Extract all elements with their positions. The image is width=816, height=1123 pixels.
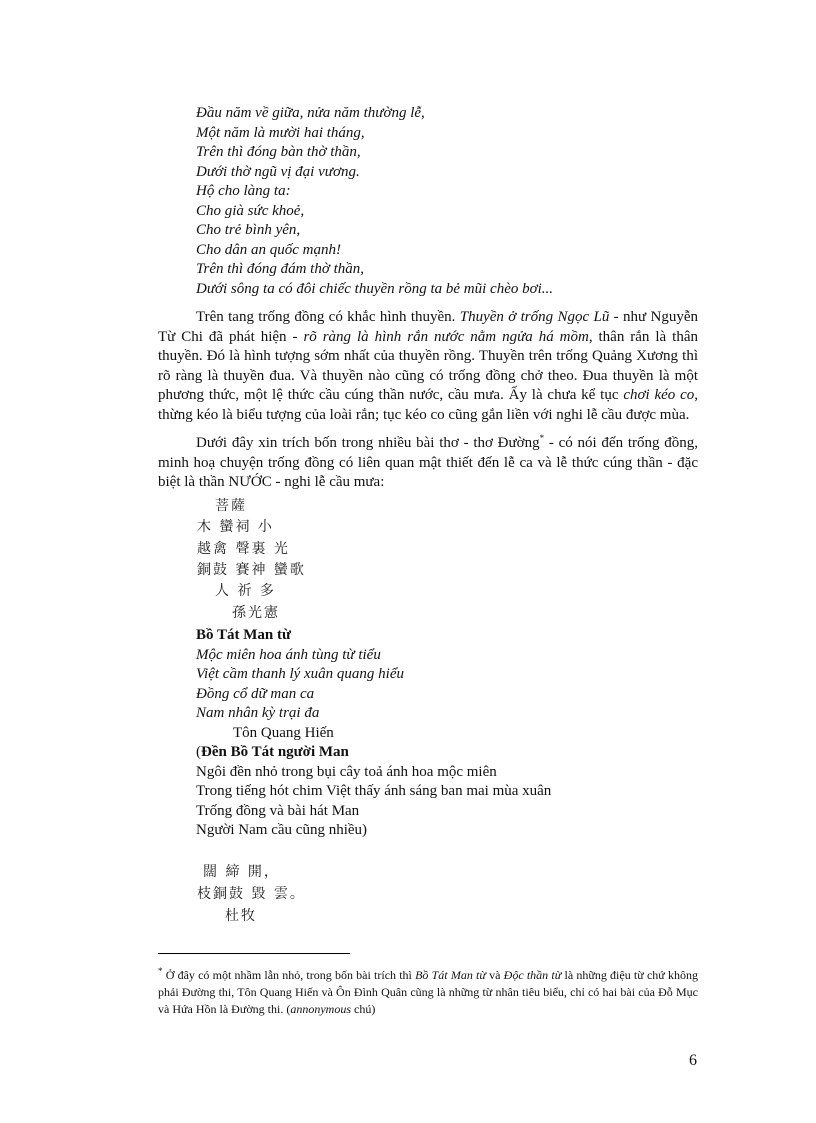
poem-2-title: Bồ Tát Man từ: [196, 627, 291, 643]
chinese-line: 木 蠻祠 小: [197, 519, 274, 535]
poem-1-line: Cho trẻ bình yên,: [196, 222, 301, 238]
bold-span: Đền Bồ Tát người Man: [201, 744, 349, 760]
text-span: và: [485, 968, 504, 982]
text-span: Dưới đây xin trích bốn trong nhiều bài thơ - thơ Đường: [196, 435, 540, 451]
chinese-line: 闊 締 開，: [203, 864, 280, 880]
translation-line: Trống đồng và bài hát Man: [196, 803, 360, 819]
translation-line: Ngôi đền nhỏ trong bụi cây toả ánh hoa mộc miên: [196, 764, 497, 780]
chinese-line: 銅鼓 賽神 蠻歌: [197, 562, 306, 578]
poem-1-line: Dưới thờ ngũ vị đại vương.: [196, 164, 360, 180]
poem-2-line: Việt cầm thanh lý xuân quang hiểu: [196, 666, 405, 682]
text-span: Trên tang trống đồng có khắc hình thuyền.: [196, 309, 460, 325]
poem-1-line: Cho dân an quốc mạnh!: [196, 242, 341, 258]
chinese-line: 越禽 聲裏 光: [197, 541, 290, 557]
poem-2-line: Nam nhân kỳ trại đa: [196, 705, 320, 721]
italic-span: chơi kéo co: [623, 387, 695, 404]
footnote-mark: *: [158, 966, 163, 976]
chinese-line: 菩薩: [215, 498, 247, 514]
body-paragraph-1: [158, 308, 698, 426]
poem-1-line: Cho già sức khoẻ,: [196, 203, 305, 219]
footnote-mark: *: [539, 433, 545, 443]
italic-span: Độc thần từ: [503, 968, 562, 982]
chinese-line: 枝銅鼓 毀 雲。: [197, 886, 306, 902]
footnote: [158, 967, 698, 1018]
text-span: là những điệu từ chứ không phải Đường thi, Tôn Quang Hiến và Ôn Đình Quân cũng là những từ nhân tiêu biểu, chỉ có hai bài của Đỗ Mục và Hứa Hồn là Đường thi. (: [158, 968, 698, 1016]
chinese-line: 人 祈 多: [215, 583, 276, 599]
poem-1-line: Một năm là mười hai tháng,: [196, 125, 365, 141]
poem-1-line: Trên thì đóng đám thờ thần,: [196, 261, 365, 277]
text-span: , thừng kéo là biểu tượng của loài rắn; tục kéo co cũng gắn liền với nghi lễ cầu được mùa.: [158, 387, 698, 423]
chinese-line: 孫光憲: [232, 605, 280, 621]
italic-span: Bồ Tát Man từ: [415, 968, 486, 982]
page-number: 6: [689, 1052, 697, 1069]
poem-1-line: Đầu năm về giữa, nửa năm thường lễ,: [196, 105, 425, 121]
poem-1-line: Hộ cho làng ta:: [196, 183, 291, 199]
poem-2-line: Mộc miên hoa ánh tùng từ tiểu: [196, 647, 381, 663]
poem-2-line: Đồng cổ dữ man ca: [196, 686, 315, 702]
text-span: - có nói đến trống đồng, minh hoạ chuyện trống đồng có liên quan mật thiết đến lễ ca và lễ thức cúng thần - đặc biệt là thần NƯỚC - nghi lễ cầu mưa:: [158, 435, 698, 491]
poem-2-author: Tôn Quang Hiến: [233, 725, 334, 741]
translation-title: [196, 743, 349, 762]
translation-line: Trong tiếng hót chim Việt thấy ánh sáng ban mai mùa xuân: [196, 783, 552, 799]
italic-span: Thuyền ở trống Ngọc Lũ: [459, 309, 610, 325]
text-span: (: [196, 744, 201, 760]
text-span: - như Nguyễn Từ Chi đã phát hiện -: [158, 309, 698, 345]
text-span: chú): [351, 1002, 376, 1016]
text-span: Ở đây có một nhầm lẫn nhỏ, trong bốn bài trích thì: [162, 968, 416, 982]
chinese-line: 杜牧: [225, 908, 257, 924]
translation-line: Người Nam cầu cũng nhiều): [196, 822, 368, 838]
poem-1-line: Dưới sông ta có đôi chiếc thuyền rồng ta bẻ mũi chèo bơi...: [196, 281, 554, 297]
body-paragraph-2: [158, 434, 698, 493]
italic-span: annonymous: [290, 1002, 351, 1016]
poem-1-line: Trên thì đóng bàn thờ thần,: [196, 144, 361, 160]
text-span: , thân rắn là thân thuyền. Đó là hình tượng sớm nhất của thuyền rồng. Thuyền trên trống Quảng Xương thì rõ ràng là thuyền đua. Và thuyền nào cũng có trống đồng chở theo. Đua thuyền là một phương thức, một lệ thức cầu cúng thần nước, cầu mưa. Ấy là chưa kể tục: [158, 328, 698, 404]
italic-span: rõ ràng là hình rắn nước nằm ngửa há mồm: [303, 328, 589, 345]
footnote-divider: [158, 953, 350, 954]
